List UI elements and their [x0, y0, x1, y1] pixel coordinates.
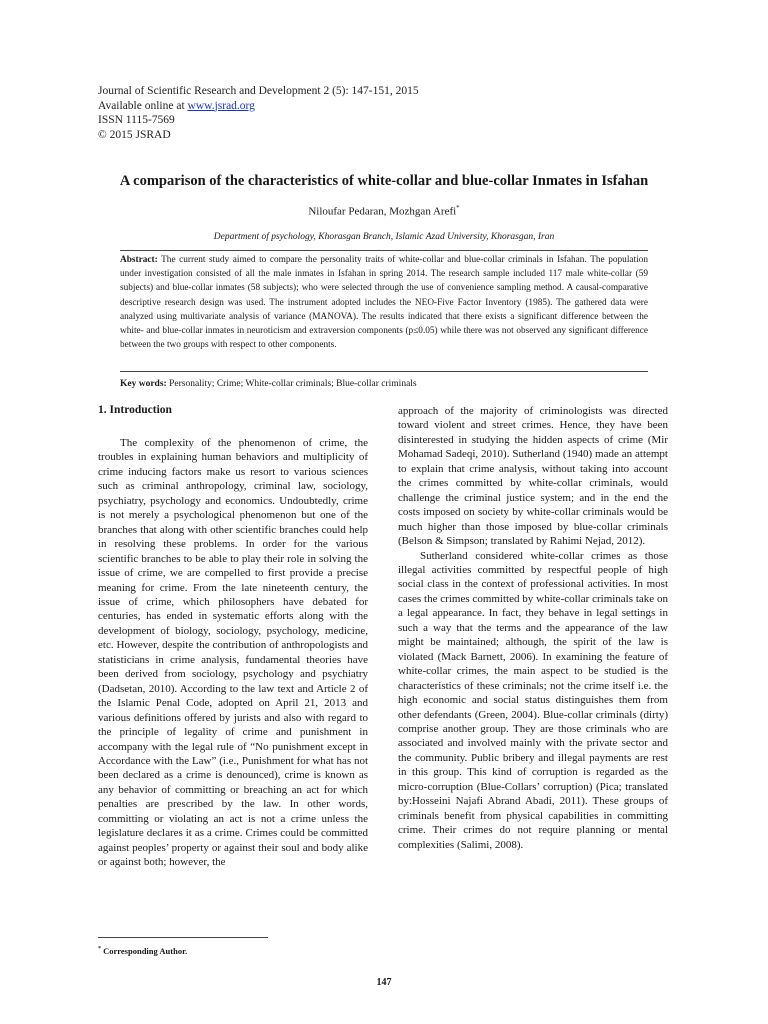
footnote-text: Corresponding Author.: [101, 945, 188, 956]
author-names: Niloufar Pedaran, Mozhgan Arefi: [308, 205, 457, 218]
right-column: [398, 404, 668, 852]
intro-paragraph-1: The complexity of the phenomenon of crime, the troubles in explaining human behaviors and multiplicity of crime inducing factors make us resort to various sciences such as criminal anthropology, criminal law, sociology, psychiatry, psychology and economics. Undoubtedly, crime is not merely a psychological phenomenon but one of the branches that along with other scientific branches could help in resolving these problems. In order for the various scientific branches to be able to play their role in solving the issue of crime, we are compelled to first provide a precise meaning for crime. From the late nineteenth century, the issue of crime, which philosophers have debated for centuries, has ended in systematic efforts along with the development of biology, sociology, psychology, medicine, etc. However, despite the contribution of anthropologists and statisticians in crime analysis, fundamental theories have been derived from sociology, psychology and psychiatry (Dadsetan, 2010). According to the law text and Article 2 of the Islamic Penal Code, adopted on April 21, 2013 and various definitions offered by jurists and also with regard to the principle of legality of crime and punishment in accompany with the legal rule of “No punishment except in Accordance with the Law” (i.e., Punishment for what has not been declared as a crime is denounced), crime is known as any behavior of committing or breaching an act for which penalties are prescribed by the law. In other words, committing or violating an act is not a crime unless the legislature declares it as a crime. Crimes could be committed against peoples’ property or against their soul and body alike or against both; however, the: [98, 437, 368, 869]
intro-paragraph-continued: approach of the majority of criminologists was directed toward violent and street crimes. Hence, they have been disinterested in studying the hidden aspects of crime (Mir Mohamad Sadeqi, 2010). Sutherland (1940) made an attempt to explain that crime analysis, without taking into account the crimes committed by white-collar criminals, would challenge the criminal justice system; and in the end the costs imposed on society by white-collar criminals would be much higher than those imposed by blue-collar criminals (Belson & Simpson; translated by Rahimi Nejad, 2012).: [398, 405, 668, 548]
article-title: A comparison of the characteristics of white-collar and blue-collar Inmates in Isfahan: [119, 173, 649, 189]
affiliation: Department of psychology, Khorasgan Branch, Islamic Azad University, Khorasgan, Iran: [213, 232, 555, 242]
keywords-text: Personality; Crime; White-collar criminals; Blue-collar criminals: [166, 379, 417, 389]
journal-website-link[interactable]: www.jsrad.org: [187, 99, 255, 112]
journal-citation: Journal of Scientific Research and Development 2 (5): 147-151, 2015: [98, 85, 419, 97]
footnote: [98, 944, 187, 957]
abstract-label: Abstract:: [120, 255, 158, 265]
keywords: [120, 378, 660, 390]
footnote-rule: [98, 937, 268, 938]
footnote-mark: *: [98, 946, 101, 952]
authors: [60, 201, 708, 219]
left-column: [98, 436, 368, 870]
abstract: [120, 253, 648, 352]
corresponding-author-mark: *: [456, 204, 460, 212]
copyright: © 2015 JSRAD: [98, 128, 171, 141]
keywords-label: Key words:: [120, 379, 167, 389]
page-number: 147: [376, 977, 392, 988]
issn: ISSN 1115-7569: [98, 114, 175, 126]
journal-header: [98, 84, 419, 142]
intro-paragraph-2: Sutherland considered white-collar crimes as those illegal activities committed by respectful people of high social class in the context of professional activities. In most cases the crimes committed by white-collar criminals take on a legal appearance. In fact, they behave in legal settings in such a way that the terms and the appearance of the law might be maintained; although, the spirit of the law is violated (Mack Barnett, 2006). In examining the feature of white-collar crimes, the main aspect to be studied is the characteristics of these criminals; not the crime itself i.e. the high economic and social status distinguishes them from other defendants (Green, 2004). Blue-collar criminals (dirty) comprise another group. They are those criminals who are associated and involved mainly with the private sector and the community. Public bribery and illegal payments are rest in this group. This kind of corruption is regarded as the micro-corruption (Blue-Collars’ corruption) (Pica; translated by:Hosseini Najafi Abrand Abadi, 2011). These groups of criminals benefit from physical capabilities in committing crime. Their crimes do not require planning or mental complexities (Salimi, 2008).: [398, 549, 668, 851]
availability-prefix: Available online at: [98, 99, 188, 112]
abstract-bottom-rule: [120, 371, 648, 372]
abstract-text: The current study aimed to compare the personality traits of white-collar and blue-collar criminals in Isfahan. The population under investigation consisted of all the male inmates in Isfahan in spring 2014. The research sample included 117 male white-collar (59 subjects) and blue-collar inmates (58 subjects); who were selected through the use of convenience sampling method. A causal-comparative descriptive research design was used. The instrument adopted includes the NEO-Five Factor Inventory (1985). The gathered data were analyzed using multivariate analysis of variance (MANOVA). The results indicated that there exists a significant difference between the white- and blue-collar inmates in neuroticism and extraversion components (p≤0.05) while there was not observed any significant difference between the two groups with respect to other components.: [120, 255, 648, 351]
section-heading-introduction: 1. Introduction: [98, 404, 172, 416]
abstract-top-rule: [120, 250, 648, 251]
availability-line: [98, 99, 419, 114]
